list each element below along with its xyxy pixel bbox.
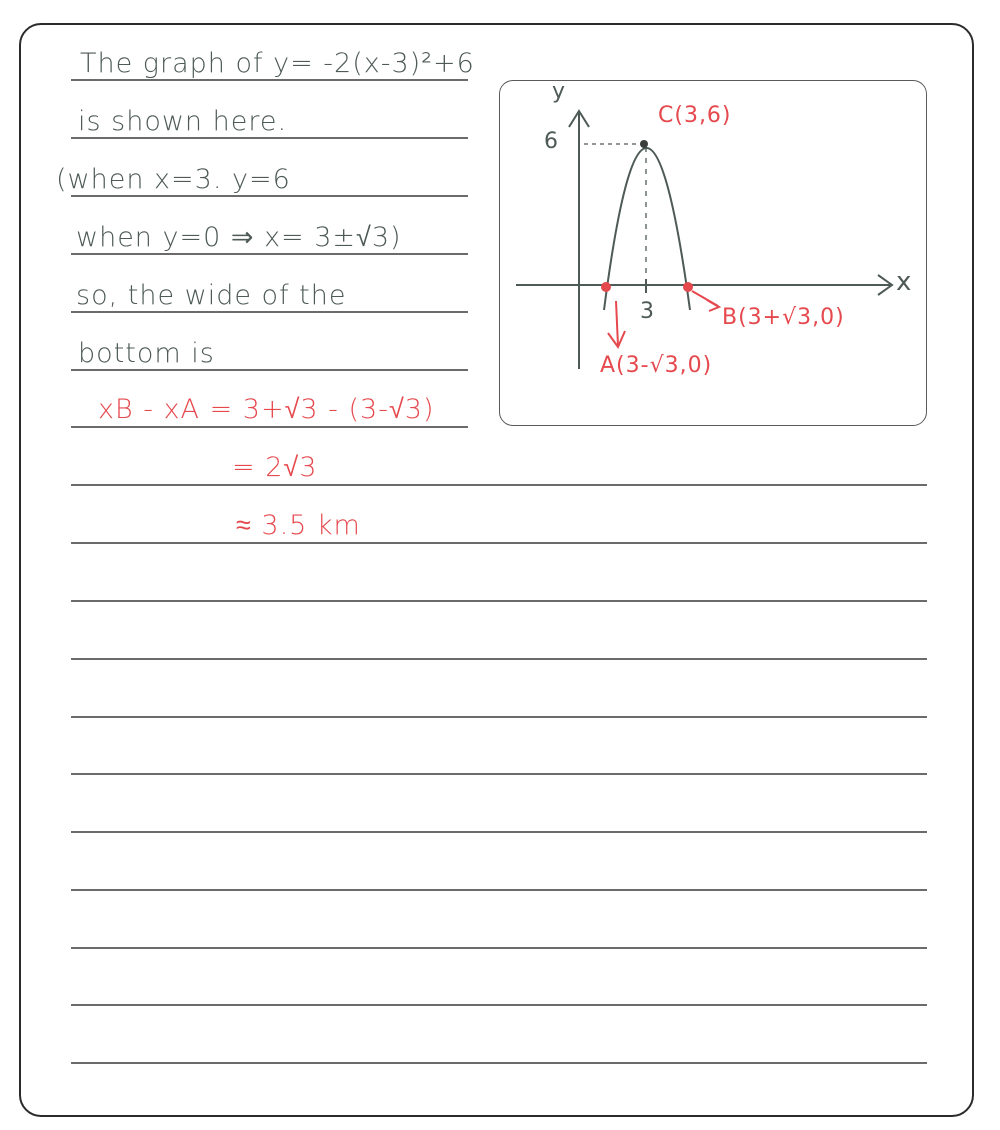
- calc-line-2: = 2√3: [232, 452, 318, 483]
- point-a-label: A(3-√3,0): [600, 353, 713, 378]
- rule-line: [71, 79, 468, 81]
- x-axis-label: x: [896, 267, 913, 297]
- y-tick-6: 6: [544, 129, 559, 154]
- parabola-graph: [500, 81, 928, 427]
- graph-panel: [499, 80, 927, 426]
- text-line-1: The graph of y= -2(x-3)²+6: [80, 48, 475, 79]
- text-line-5: so, the wide of the: [76, 280, 347, 311]
- rule-line: [71, 253, 468, 255]
- point-b-label: B(3+√3,0): [722, 305, 845, 330]
- point-c-label: C(3,6): [658, 103, 732, 128]
- calc-line-3: ≈ 3.5 km: [236, 510, 361, 541]
- x-tick-3: 3: [640, 299, 655, 324]
- rule-line: [71, 1062, 927, 1064]
- rule-line: [71, 137, 468, 139]
- rule-line: [71, 889, 927, 891]
- rule-line: [71, 195, 468, 197]
- rule-line: [71, 600, 927, 602]
- rule-line: [71, 947, 927, 949]
- text-line-4: when y=0 ⇒ x= 3±√3): [76, 222, 402, 253]
- text-line-6: bottom is: [78, 338, 215, 369]
- rule-line: [71, 369, 468, 371]
- rule-line: [71, 1004, 927, 1006]
- rule-line: [71, 658, 927, 660]
- rule-line: [71, 311, 468, 313]
- calc-line-1: xB - xA = 3+√3 - (3-√3): [98, 394, 435, 425]
- rule-line: [71, 773, 927, 775]
- rule-line: [71, 716, 927, 718]
- rule-line: [71, 542, 927, 544]
- rule-line: [71, 426, 468, 428]
- text-line-3: (when x=3. y=6: [56, 164, 291, 195]
- rule-line: [71, 831, 927, 833]
- rule-line: [71, 484, 927, 486]
- y-axis-label: y: [552, 79, 567, 104]
- text-line-2: is shown here.: [78, 106, 288, 137]
